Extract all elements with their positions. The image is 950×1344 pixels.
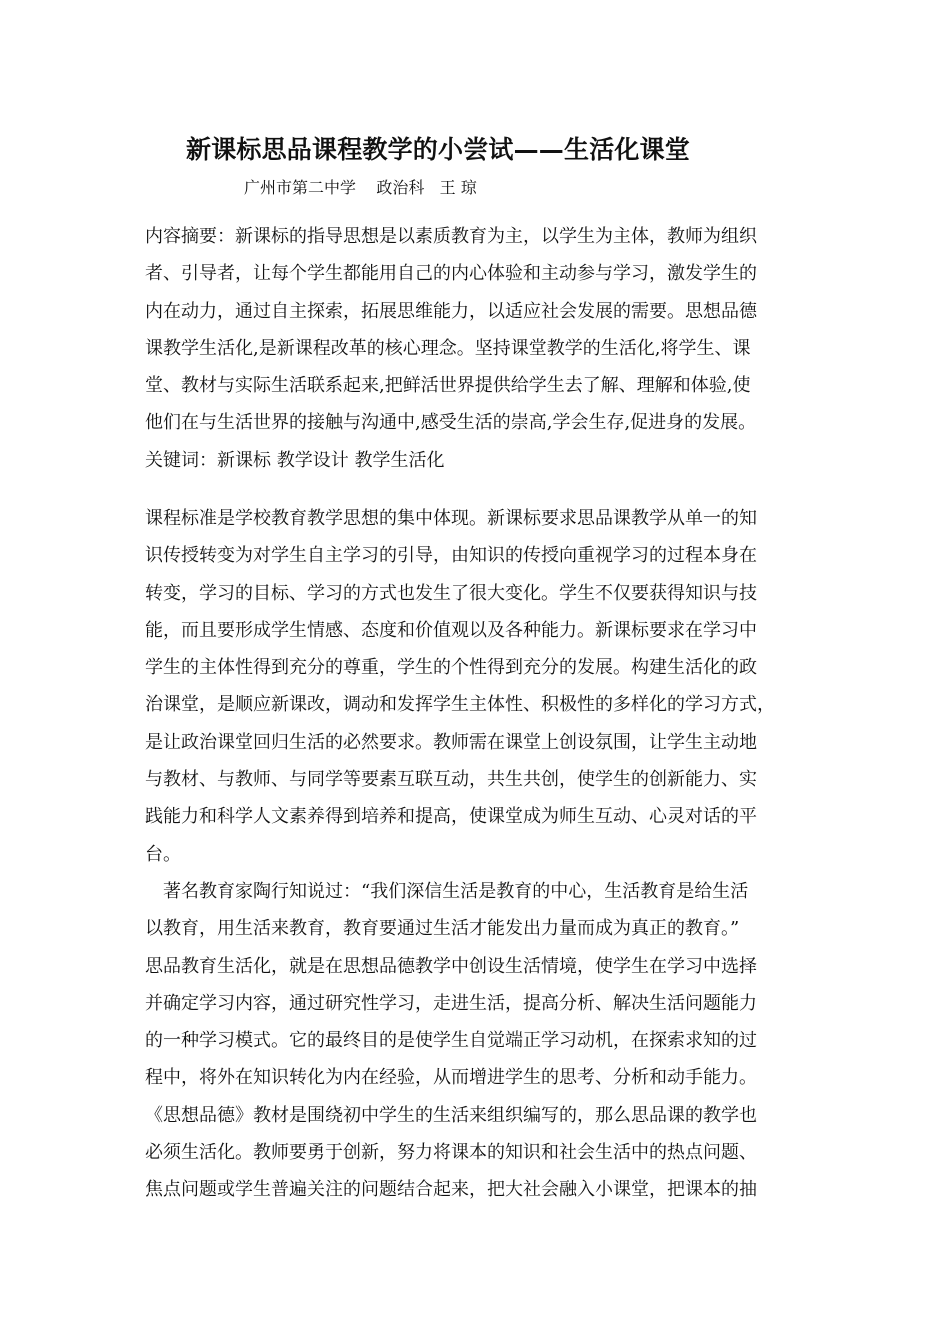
body-line: 与教材、与教师、与同学等要素互联互动，共生共创，使学生的创新能力、实 <box>145 769 757 791</box>
keywords-line: 关键词：新课标 教学设计 教学生活化 <box>145 449 445 471</box>
body-line: 课程标准是学校教育教学思想的集中体现。新课标要求思品课教学从单一的知 <box>145 508 757 529</box>
abstract-line: 内容摘要：新课标的指导思想是以素质教育为主，以学生为主体，教师为组织 <box>145 226 757 247</box>
body-line: 焦点问题或学生普遍关注的问题结合起来，把大社会融入小课堂，把课本的抽 <box>145 1179 757 1201</box>
abstract-line: 课教学生活化,是新课程改革的核心理念。坚持课堂教学的生活化,将学生、课 <box>145 337 751 359</box>
body-line: 台。 <box>145 843 181 865</box>
abstract-line: 他们在与生活世界的接触与沟通中,感受生活的崇高,学会生存,促进身的发展。 <box>145 412 757 434</box>
body-line: 并确定学习内容，通过研究性学习，走进生活，提高分析、解决生活问题能力 <box>145 992 757 1014</box>
body-line: 识传授转变为对学生自主学习的引导，由知识的传授向重视学习的过程本身在 <box>145 545 757 567</box>
body-line: 学生的主体性得到充分的尊重，学生的个性得到充分的发展。构建生活化的政 <box>145 657 757 679</box>
document-title: 新课标思品课程教学的小尝试——生活化课堂 <box>186 135 691 164</box>
abstract-line: 堂、教材与实际生活联系起来,把鲜活世界提供给学生去了解、理解和体验,使 <box>145 375 751 397</box>
body-text <box>145 500 825 1209</box>
body-line: 践能力和科学人文素养得到培养和提高，使课堂成为师生互动、心灵对话的平 <box>145 806 757 828</box>
body-line: 必须生活化。教师要勇于创新，努力将课本的知识和社会生活中的热点问题、 <box>145 1142 757 1164</box>
body-line: 程中，将外在知识转化为内在经验，从而增进学生的思考、分析和动手能力。 <box>145 1067 757 1089</box>
author-byline: 广州市第二中学 政治科 王 琼 <box>244 178 477 197</box>
body-line: 以教育，用生活来教育，教育要通过生活才能发出力量而成为真正的教育。” <box>145 918 740 940</box>
body-line: 是让政治课堂回归生活的必然要求。教师需在课堂上创设氛围，让学生主动地 <box>145 731 757 753</box>
body-line: 《思想品德》教材是围绕初中学生的生活来组织编写的，那么思品课的教学也 <box>145 1104 757 1126</box>
body-line: 著名教育家陶行知说过：“我们深信生活是教育的中心，生活教育是给生活 <box>163 880 749 902</box>
body-line: 转变，学习的目标、学习的方式也发生了很大变化。学生不仅要获得知识与技 <box>145 582 757 604</box>
body-line: 治课堂，是顺应新课改，调动和发挥学生主体性、积极性的多样化的学习方式， <box>145 694 775 716</box>
abstract-line: 内在动力，通过自主探索，拓展思维能力，以适应社会发展的需要。思想品德 <box>145 300 757 322</box>
abstract-line: 者、引导者，让每个学生都能用自己的内心体验和主动参与学习，激发学生的 <box>145 263 757 285</box>
body-line: 思品教育生活化，就是在思想品德教学中创设生活情境，使学生在学习中选择 <box>145 955 757 977</box>
abstract-section <box>145 218 825 479</box>
body-line: 能，而且要形成学生情感、态度和价值观以及各种能力。新课标要求在学习中 <box>145 619 757 641</box>
body-line: 的一种学习模式。它的最终目的是使学生自觉端正学习动机，在探索求知的过 <box>145 1030 757 1052</box>
